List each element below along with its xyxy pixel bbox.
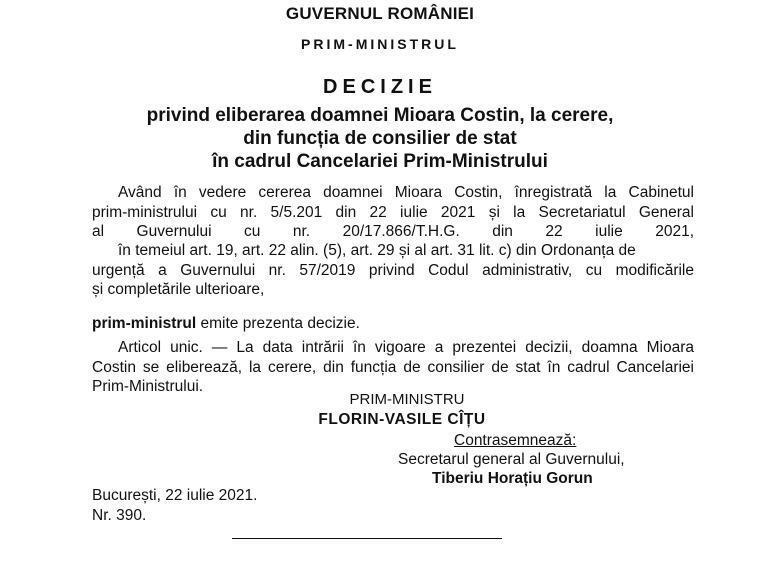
preamble-line: urgență a Guvernului nr. 57/2019 privind Codul administrativ, cu modificările (92, 261, 694, 279)
signatory-name: FLORIN-VASILE CÎȚU (318, 411, 486, 428)
article-line: Prim-Ministrului. (92, 378, 204, 395)
preamble-line: prim-ministrului cu nr. 5/5.201 din 22 iulie 2021 și la Secretariatul General (92, 203, 694, 221)
article-line: Articol unic. — La data intrării în vigoare a prezentei decizii, doamna Mioara (118, 339, 694, 356)
article-paragraph (92, 338, 694, 397)
footer-rule (232, 538, 502, 539)
subject-line: privind eliberarea doamnei Mioara Costin, la cerere, (146, 105, 614, 126)
issuer-name: prim-ministrul (92, 315, 197, 332)
document-number: Nr. 390. (92, 507, 147, 524)
subject-line: din funcția de consilier de stat (243, 128, 517, 149)
preamble-line: Având în vedere cererea doamnei Mioara Costin, înregistrată la Cabinetul (118, 184, 694, 201)
preamble-paragraph-1 (92, 183, 694, 242)
document-subject (0, 104, 760, 173)
preamble-paragraph-2 (92, 241, 694, 300)
signatory-role: PRIM-MINISTRU (349, 391, 465, 408)
preamble-line: și completările ulterioare, (92, 281, 265, 298)
subject-line: în cadrul Cancelariei Prim-Ministrului (212, 151, 548, 172)
preamble-line: în temeiul art. 19, art. 22 alin. (5), art. 29 și al art. 31 lit. c) din Ordonanța de (118, 242, 636, 259)
place-date: București, 22 iulie 2021. (92, 487, 258, 504)
issuing-statement (92, 314, 694, 334)
countersign-label: Contrasemnează: (454, 432, 577, 449)
preamble-line: al Guvernului cu nr. 20/17.866/T.H.G. din 22 iulie 2021, (92, 223, 694, 240)
government-header: GUVERNUL ROMÂNIEI (285, 4, 475, 23)
office-header: PRIM-MINISTRUL (301, 36, 459, 52)
countersigner-role: Secretarul general al Guvernului, (398, 451, 625, 468)
issuer-statement: emite prezenta decizie. (196, 315, 360, 332)
document-title: DECIZIE (323, 76, 437, 98)
countersigner-name: Tiberiu Horațiu Gorun (432, 470, 593, 487)
article-line: Costin se eliberează, la cerere, din funcția de consilier de stat în cadrul Cancelariei (92, 358, 694, 376)
